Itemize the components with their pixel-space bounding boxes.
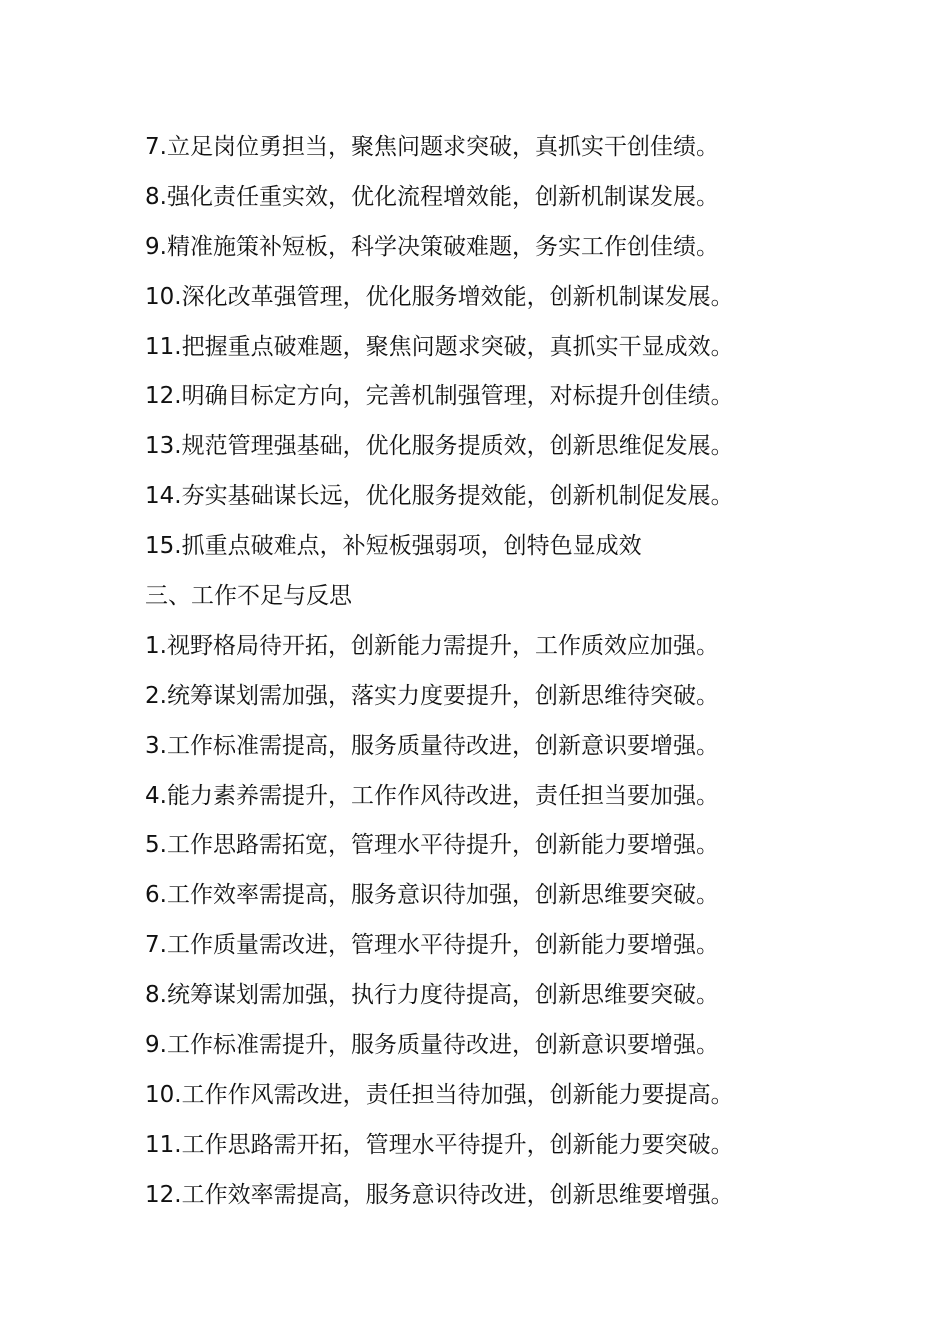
list-item: 7.立足岗位勇担当，聚焦问题求突破，真抓实干创佳绩。: [145, 134, 719, 160]
list-item: 8.强化责任重实效，优化流程增效能，创新机制谋发展。: [145, 183, 719, 210]
list-item: 10.深化改革强管理，优化服务增效能，创新机制谋发展。: [145, 283, 734, 310]
list-item: 2.统筹谋划需加强，落实力度要提升，创新思维待突破。: [145, 682, 719, 709]
list-item: 11.工作思路需开拓，管理水平待提升，创新能力要突破。: [145, 1131, 734, 1158]
list-item: 9.工作标准需提升，服务质量待改进，创新意识要增强。: [145, 1032, 719, 1059]
list-item: 8.统筹谋划需加强，执行力度待提高，创新思维要突破。: [145, 982, 719, 1009]
list-item: 11.把握重点破难题，聚焦问题求突破，真抓实干显成效。: [145, 333, 734, 360]
list-item: 4.能力素养需提升，工作作风待改进，责任担当要加强。: [145, 782, 719, 809]
list-item: 3.工作标准需提高，服务质量待改进，创新意识要增强。: [145, 732, 719, 759]
section-heading: 三、工作不足与反思: [145, 583, 352, 610]
document-body: [145, 123, 935, 1221]
list-item: 12.工作效率需提高，服务意识待改进，创新思维要增强。: [145, 1181, 734, 1208]
list-item: 15.抓重点破难点，补短板强弱项，创特色显成效: [145, 533, 642, 560]
list-item: 10.工作作风需改进，责任担当待加强，创新能力要提高。: [145, 1081, 734, 1108]
list-item: 1.视野格局待开拓，创新能力需提升，工作质效应加强。: [145, 632, 719, 659]
list-item: 9.精准施策补短板，科学决策破难题，务实工作创佳绩。: [145, 233, 719, 260]
list-item: 7.工作质量需改进，管理水平待提升，创新能力要增强。: [145, 932, 719, 959]
list-item: 12.明确目标定方向，完善机制强管理，对标提升创佳绩。: [145, 383, 734, 410]
list-item: 6.工作效率需提高，服务意识待加强，创新思维要突破。: [145, 882, 719, 909]
list-item: 14.夯实基础谋长远，优化服务提效能，创新机制促发展。: [145, 483, 734, 510]
list-item: 5.工作思路需拓宽，管理水平待提升，创新能力要增强。: [145, 832, 719, 859]
list-item: 13.规范管理强基础，优化服务提质效，创新思维促发展。: [145, 433, 734, 460]
